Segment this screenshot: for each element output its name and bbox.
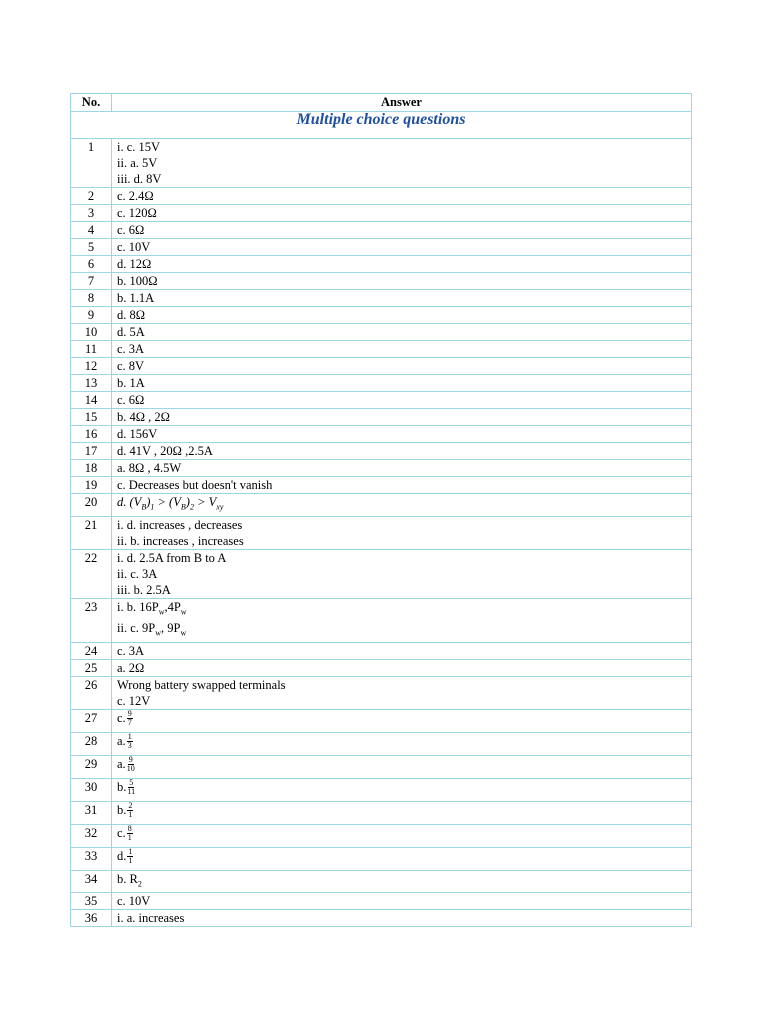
section-row [71,112,692,139]
table-row [71,477,692,494]
row-number: 35 [71,893,112,910]
row-number: 19 [71,477,112,494]
fraction [127,779,135,796]
row-answer [112,549,692,598]
row-answer [112,409,692,426]
header-no: No. [71,94,112,112]
answer-line: ii. c. $9P_w$, $9P_w$ [117,621,187,638]
answer-line: ii. b. increases , increases [117,533,244,548]
answer-option: a. [117,733,126,748]
answer-line: Wrong battery swapped terminals [117,677,286,692]
fraction-numerator: 5 [129,778,134,788]
answer-line: d. 156V [117,427,158,441]
table-row [71,392,692,409]
fraction-numerator: 9 [128,755,133,765]
answer-option: b. [117,802,127,817]
answer-option: a. [117,756,126,771]
row-number: 34 [71,870,112,893]
row-answer [112,392,692,409]
row-answer [112,778,692,801]
answer-line: b. 1A [117,376,145,390]
fraction-numerator: 2 [128,801,133,811]
header-answer: Answer [112,94,692,112]
row-number: 6 [71,256,112,273]
row-number: 24 [71,642,112,659]
row-number: 11 [71,341,112,358]
fraction [127,802,133,819]
row-answer [112,239,692,256]
table-row [71,642,692,659]
answer-line: d. 12Ω [117,257,152,271]
answer-table [70,93,692,927]
answer-line: b. 100Ω [117,274,158,288]
answer-line: i. d. increases , decreases [117,517,243,532]
table-row [71,205,692,222]
fraction-numerator: 8 [127,824,132,834]
math-expression: d. $(V_B)_1 > (V_B)_2 > V_{xy}$ [117,495,224,512]
row-number: 22 [71,549,112,598]
answer-line: i. a. increases [117,911,185,925]
answer-line: c. Decreases but doesn't vanish [117,478,273,492]
row-answer [112,824,692,847]
answer-option: b. [117,779,127,794]
fraction-denominator: 1 [128,856,133,866]
table-row [71,494,692,517]
row-answer [112,358,692,375]
row-answer [112,188,692,205]
row-number: 32 [71,824,112,847]
row-number: 26 [71,676,112,709]
table-row [71,676,692,709]
answer-line: ii. a. 5V [117,156,158,170]
table-row [71,598,692,642]
fraction [127,733,133,750]
row-number: 25 [71,659,112,676]
table-row [71,222,692,239]
row-number: 13 [71,375,112,392]
table-row [71,549,692,598]
answer-line: i. d. 2.5A from B to A [117,550,227,565]
row-answer [112,659,692,676]
table-row [71,341,692,358]
row-number: 9 [71,307,112,324]
row-number: 3 [71,205,112,222]
row-answer [112,893,692,910]
table-row [71,273,692,290]
fraction-numerator: 1 [128,847,133,857]
table-body [71,112,692,927]
answer-line: c. 12V [117,693,151,708]
table-row [71,824,692,847]
row-number: 23 [71,598,112,642]
row-answer [112,426,692,443]
answer-option: c. [117,825,126,840]
table-row [71,870,692,893]
row-answer [112,443,692,460]
row-number: 4 [71,222,112,239]
fraction-denominator: 1 [127,833,132,843]
answer-line: a. 8Ω , 4.5W [117,461,182,475]
table-row [71,358,692,375]
row-answer [112,222,692,239]
row-number: 16 [71,426,112,443]
section-title: Multiple choice questions [71,112,692,139]
row-number: 18 [71,460,112,477]
row-number: 12 [71,358,112,375]
table-row [71,324,692,341]
answer-line: b. 4Ω , 2Ω [117,410,170,424]
fraction-denominator: 7 [127,718,132,728]
row-number: 31 [71,801,112,824]
table-row [71,375,692,392]
row-number: 5 [71,239,112,256]
fraction [127,710,133,727]
row-answer [112,870,692,893]
answer-line: c. 3A [117,342,145,356]
answer-line: d. 41V , 20Ω ,2.5A [117,444,213,458]
row-answer [112,273,692,290]
answer-line: c. 6Ω [117,393,145,407]
answer-option: c. [117,710,126,725]
fraction [127,756,135,773]
answer-line: iii. d. 8V [117,172,162,186]
table-row [71,460,692,477]
answer-line: a. 2Ω [117,660,145,675]
table-row [71,307,692,324]
table-row [71,755,692,778]
row-number: 29 [71,755,112,778]
table-row [71,516,692,549]
table-row [71,443,692,460]
table-row [71,139,692,188]
row-answer [112,732,692,755]
table-row [71,893,692,910]
answer-line [117,494,686,516]
answer-line: c. 10V [117,240,151,254]
answer-option: d. [117,848,127,863]
table-row [71,709,692,732]
fraction-denominator: 10 [126,764,135,774]
answer-line: d. 8Ω [117,308,146,322]
row-number: 15 [71,409,112,426]
row-answer [112,494,692,517]
table-row [71,409,692,426]
answer-line: c. 3A [117,643,145,658]
row-answer [112,205,692,222]
answer-line: c. 8V [117,359,145,373]
row-number: 1 [71,139,112,188]
row-answer [112,801,692,824]
row-answer [112,676,692,709]
table-row [71,778,692,801]
row-answer [112,847,692,870]
row-answer [112,709,692,732]
answer-line: i. b. $16P_w,4P_w$ [117,599,187,616]
row-number: 7 [71,273,112,290]
fraction-denominator: 1 [128,810,133,820]
row-number: 8 [71,290,112,307]
row-answer [112,341,692,358]
row-answer [112,516,692,549]
row-number: 14 [71,392,112,409]
row-answer [112,139,692,188]
row-answer [112,460,692,477]
row-number: 27 [71,709,112,732]
table-row [71,659,692,676]
row-number: 17 [71,443,112,460]
fraction [127,848,133,865]
row-answer [112,290,692,307]
table-row [71,426,692,443]
fraction-denominator: 3 [127,741,132,751]
row-answer [112,375,692,392]
answer-line: c. 10V [117,894,151,908]
row-number: 36 [71,910,112,927]
row-number: 21 [71,516,112,549]
table-row [71,256,692,273]
answer-line: c. 6Ω [117,223,145,237]
row-number: 20 [71,494,112,517]
answer-line: b. $R_2$ [117,871,142,888]
row-answer [112,324,692,341]
table-row [71,732,692,755]
fraction-numerator: 9 [127,709,132,719]
answer-line: ii. c. 3A [117,566,158,581]
answer-line: c. 2.4Ω [117,189,154,203]
table-row [71,847,692,870]
fraction [127,825,133,842]
row-number: 33 [71,847,112,870]
table-row [71,801,692,824]
table-row [71,188,692,205]
answer-line: i. c. 15V [117,140,161,154]
row-answer [112,755,692,778]
table-row [71,239,692,256]
row-answer [112,307,692,324]
row-answer [112,910,692,927]
row-number: 2 [71,188,112,205]
row-number: 10 [71,324,112,341]
answer-line: d. 5A [117,325,145,339]
row-number: 30 [71,778,112,801]
header-row [71,94,692,112]
row-answer [112,477,692,494]
row-answer [112,598,692,642]
answer-line: b. 1.1A [117,291,155,305]
row-answer [112,256,692,273]
answer-line: c. 120Ω [117,206,157,220]
table-row [71,290,692,307]
answer-line: iii. b. 2.5A [117,582,171,597]
fraction-denominator: 11 [127,787,136,797]
fraction-numerator: 1 [127,732,132,742]
table-row [71,910,692,927]
row-answer [112,642,692,659]
row-number: 28 [71,732,112,755]
